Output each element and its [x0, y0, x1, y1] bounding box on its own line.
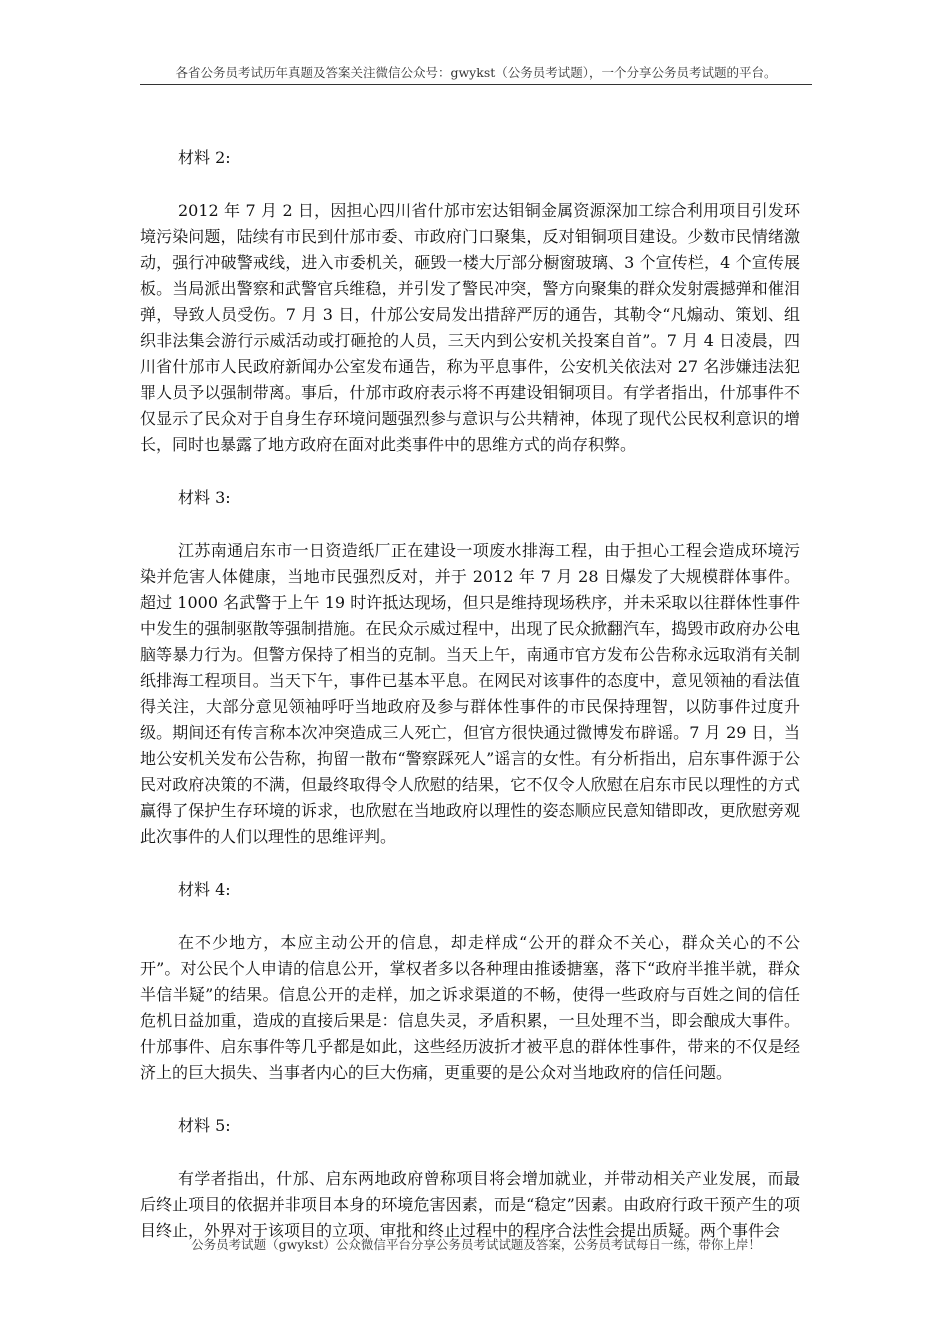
header-divider	[140, 84, 812, 85]
section-material-2	[140, 145, 800, 458]
section-heading: 材料 4:	[178, 880, 231, 899]
page-header: 各省公务员考试历年真题及答案关注微信公众号：gwykst（公务员考试题），一个分享公务员考试题的平台。	[175, 65, 777, 80]
section-heading: 材料 2:	[178, 148, 231, 167]
section-heading: 材料 3:	[178, 488, 231, 507]
document-body	[140, 145, 800, 1244]
section-paragraph: 有学者指出，什邡、启东两地政府曾称项目将会增加就业，并带动相关产业发展，而最后终止项目的依据并非项目本身的环境危害因素，而是“稳定”因素。由政府行政干预产生的项目终止，外界对于该项目的立项、审批和终止过程中的程序合法性会提出质疑。两个事件会	[140, 1169, 800, 1240]
page-footer: 公务员考试题（gwykst）公众微信平台分享公务员考试试题及答案，公务员考试每日一练，带你上岸！	[191, 1237, 761, 1252]
section-material-4	[140, 877, 800, 1086]
section-heading: 材料 5:	[178, 1116, 231, 1135]
section-material-5	[140, 1113, 800, 1244]
section-paragraph: 2012 年 7 月 2 日，因担心四川省什邡市宏达钼铜金属资源深加工综合利用项目引发环境污染问题，陆续有市民到什邡市委、市政府门口聚集，反对钼铜项目建设。少数市民情绪激动，强行冲破警戒线，进入市委机关，砸毁一楼大厅部分橱窗玻璃、3 个宣传栏，4 个宣传展板。当局派出警察和武警官兵维稳，并引发了警民冲突，警方向聚集的群众发射震撼弹和催泪弹，导致人员受伤。7 月 3 日，什邡公安局发出措辞严厉的通告，其勒令“凡煽动、策划、组织非法集会游行示威活动或打砸抢的人员，三天内到公安机关投案自首”。7 月 4 日凌晨，四川省什邡市人民政府新闻办公室发布通告，称为平息事件，公安机关依法对 27 名涉嫌违法犯罪人员予以强制带离。事后，什邡市政府表示将不再建设钼铜项目。有学者指出，什邡事件不仅显示了民众对于自身生存环境问题强烈参与意识与公共精神，体现了现代公民权利意识的增长，同时也暴露了地方政府在面对此类事件中的思维方式的尚存积弊。	[140, 201, 800, 454]
section-paragraph: 在不少地方，本应主动公开的信息，却走样成“公开的群众不关心，群众关心的不公开”。对公民个人申请的信息公开，掌权者多以各种理由推诿搪塞，落下“政府半推半就，群众半信半疑”的结果。信息公开的走样，加之诉求渠道的不畅，使得一些政府与百姓之间的信任危机日益加重，造成的直接后果是：信息失灵，矛盾积累，一旦处理不当，即会酿成大事件。什邡事件、启东事件等几乎都是如此，这些经历波折才被平息的群体性事件，带来的不仅是经济上的巨大损失、当事者内心的巨大伤痛，更重要的是公众对当地政府的信任问题。	[140, 933, 800, 1082]
section-paragraph: 江苏南通启东市一日资造纸厂正在建设一项废水排海工程，由于担心工程会造成环境污染并危害人体健康，当地市民强烈反对，并于 2012 年 7 月 28 日爆发了大规模群体事件。超过 1000 名武警于上午 19 时许抵达现场，但只是维持现场秩序，并未采取以往群体性事件中发生的强制驱散等强制措施。在民众示威过程中，出现了民众掀翻汽车，捣毁市政府办公电脑等暴力行为。但警方保持了相当的克制。当天上午，南通市官方发布公告称永远取消有关制纸排海工程项目。当天下午，事件已基本平息。在网民对该事件的态度中，意见领袖的看法值得关注，大部分意见领袖呼吁当地政府及参与群体性事件的市民保持理智，以防事件过度升级。期间还有传言称本次冲突造成三人死亡，但官方很快通过微博发布辟谣。7 月 29 日，当地公安机关发布公告称，拘留一散布“警察踩死人”谣言的女性。有分析指出，启东事件源于公民对政府决策的不满，但最终取得令人欣慰的结果，它不仅令人欣慰在启东市民以理性的方式赢得了保护生存环境的诉求，也欣慰在当地政府以理性的姿态顺应民意知错即改，更欣慰旁观此次事件的人们以理性的思维评判。	[140, 541, 800, 846]
section-material-3	[140, 485, 800, 850]
